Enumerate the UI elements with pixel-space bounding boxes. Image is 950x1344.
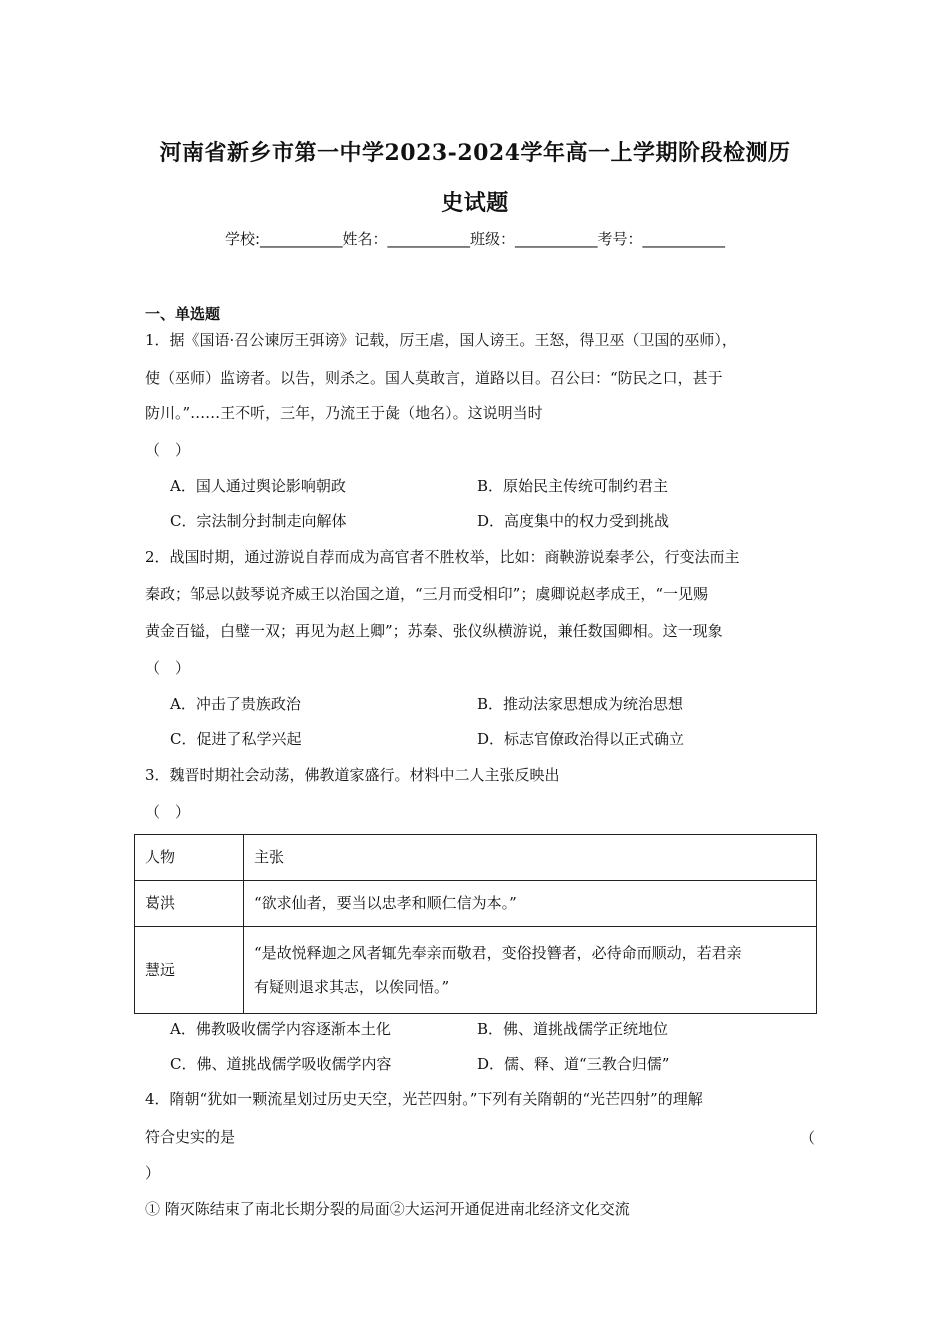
student-info-fields (0, 228, 950, 249)
q4-stem-line2: 符合史实的是 (145, 1128, 236, 1146)
page-title-line2: 史试题 (441, 190, 509, 216)
table-row (135, 927, 817, 1014)
q2-stem-line1: 2．战国时期，通过游说自荐而成为高官者不胜枚举，比如：商鞅游说秦孝公，行变法而主 (145, 548, 740, 566)
table-header-person: 人物 (135, 835, 244, 881)
q2-option-a: A．冲击了贵族政治 (170, 695, 301, 713)
q1-option-d: D．高度集中的权力受到挑战 (477, 512, 670, 530)
q1-option-c: C．宗法制分封制走向解体 (170, 512, 347, 530)
q4-stem-line1: 4．隋朝“犹如一颗流星划过历史天空，光芒四射。”下列有关隋朝的“光芒四射”的理解 (145, 1090, 703, 1108)
q1-stem-line2: 使（巫师）监谤者。以告，则杀之。国人莫敢言，道路以目。召公曰：“防民之口，甚于 (145, 369, 723, 387)
q3-stem-line1: 3．魏晋时期社会动荡，佛教道家盛行。材料中二人主张反映出 (145, 766, 560, 784)
q4-paren-open: （ (800, 1129, 816, 1147)
q1-stem-line3: 防川。”……王不听，三年，乃流王于彘（地名）。这说明当时 (145, 404, 543, 422)
q1-stem-line1: 1．据《国语·召公谏厉王弭谤》记载，厉王虐，国人谤王。王怒，得卫巫（卫国的巫师）， (145, 331, 737, 349)
q3-option-b: B．佛、道挑战儒学正统地位 (477, 1020, 669, 1038)
q3-option-c: C．佛、道挑战儒学吸收儒学内容 (170, 1055, 392, 1073)
q2-option-b: B．推动法家思想成为统治思想 (477, 695, 684, 713)
q2-option-c: C．促进了私学兴起 (170, 730, 302, 748)
table-row (135, 880, 817, 927)
table-cell-person: 葛洪 (135, 880, 244, 927)
q3-option-a: A．佛教吸收儒学内容逐渐本土化 (170, 1020, 391, 1038)
q2-option-d: D．标志官僚政治得以正式确立 (477, 730, 685, 748)
table-cell-claim-line1: “是故悦释迦之风者辄先奉亲而敬君，变俗投簪者，必待命而顺动，若君亲 (254, 944, 742, 962)
q1-answer-paren: （ ） (145, 441, 191, 459)
table-cell-claim: “欲求仙者，要当以忠孝和顺仁信为本。” (244, 880, 817, 927)
q4-statements: ① 隋灭陈结束了南北长期分裂的局面②大运河开通促进南北经济文化交流 (145, 1200, 630, 1218)
q2-answer-paren: （ ） (145, 659, 191, 677)
table-header-claim: 主张 (244, 835, 817, 881)
page-title-line1: 河南省新乡市第一中学2023-2024学年高一上学期阶段检测历 (159, 140, 791, 166)
q2-stem-line2: 秦政；邹忌以鼓琴说齐威王以治国之道，“三月而受相印”；虞卿说赵孝成王，“一见赐 (145, 585, 709, 603)
table-cell-claim (244, 927, 817, 1014)
table-cell-claim-line2: 有疑则退求其志，以俟同悟。” (254, 978, 450, 996)
q3-material-table (134, 834, 817, 1014)
table-cell-person: 慧远 (135, 927, 244, 1014)
q4-paren-close: ） (145, 1164, 161, 1182)
q3-option-d: D．儒、释、道“三教合归儒” (477, 1055, 670, 1073)
student-info-text: 学校:___________姓名：___________班级：___________考号：___________ (224, 230, 726, 248)
q2-stem-line3: 黄金百镒，白璧一双；再见为赵上卿”；苏秦、张仪纵横游说，兼任数国卿相。这一现象 (145, 622, 723, 640)
q1-option-a: A．国人通过舆论影响朝政 (170, 477, 346, 495)
section-heading: 一、单选题 (145, 305, 221, 323)
q1-option-b: B．原始民主传统可制约君主 (477, 477, 669, 495)
table-header-row (135, 835, 817, 881)
q3-answer-paren: （ ） (145, 803, 191, 821)
